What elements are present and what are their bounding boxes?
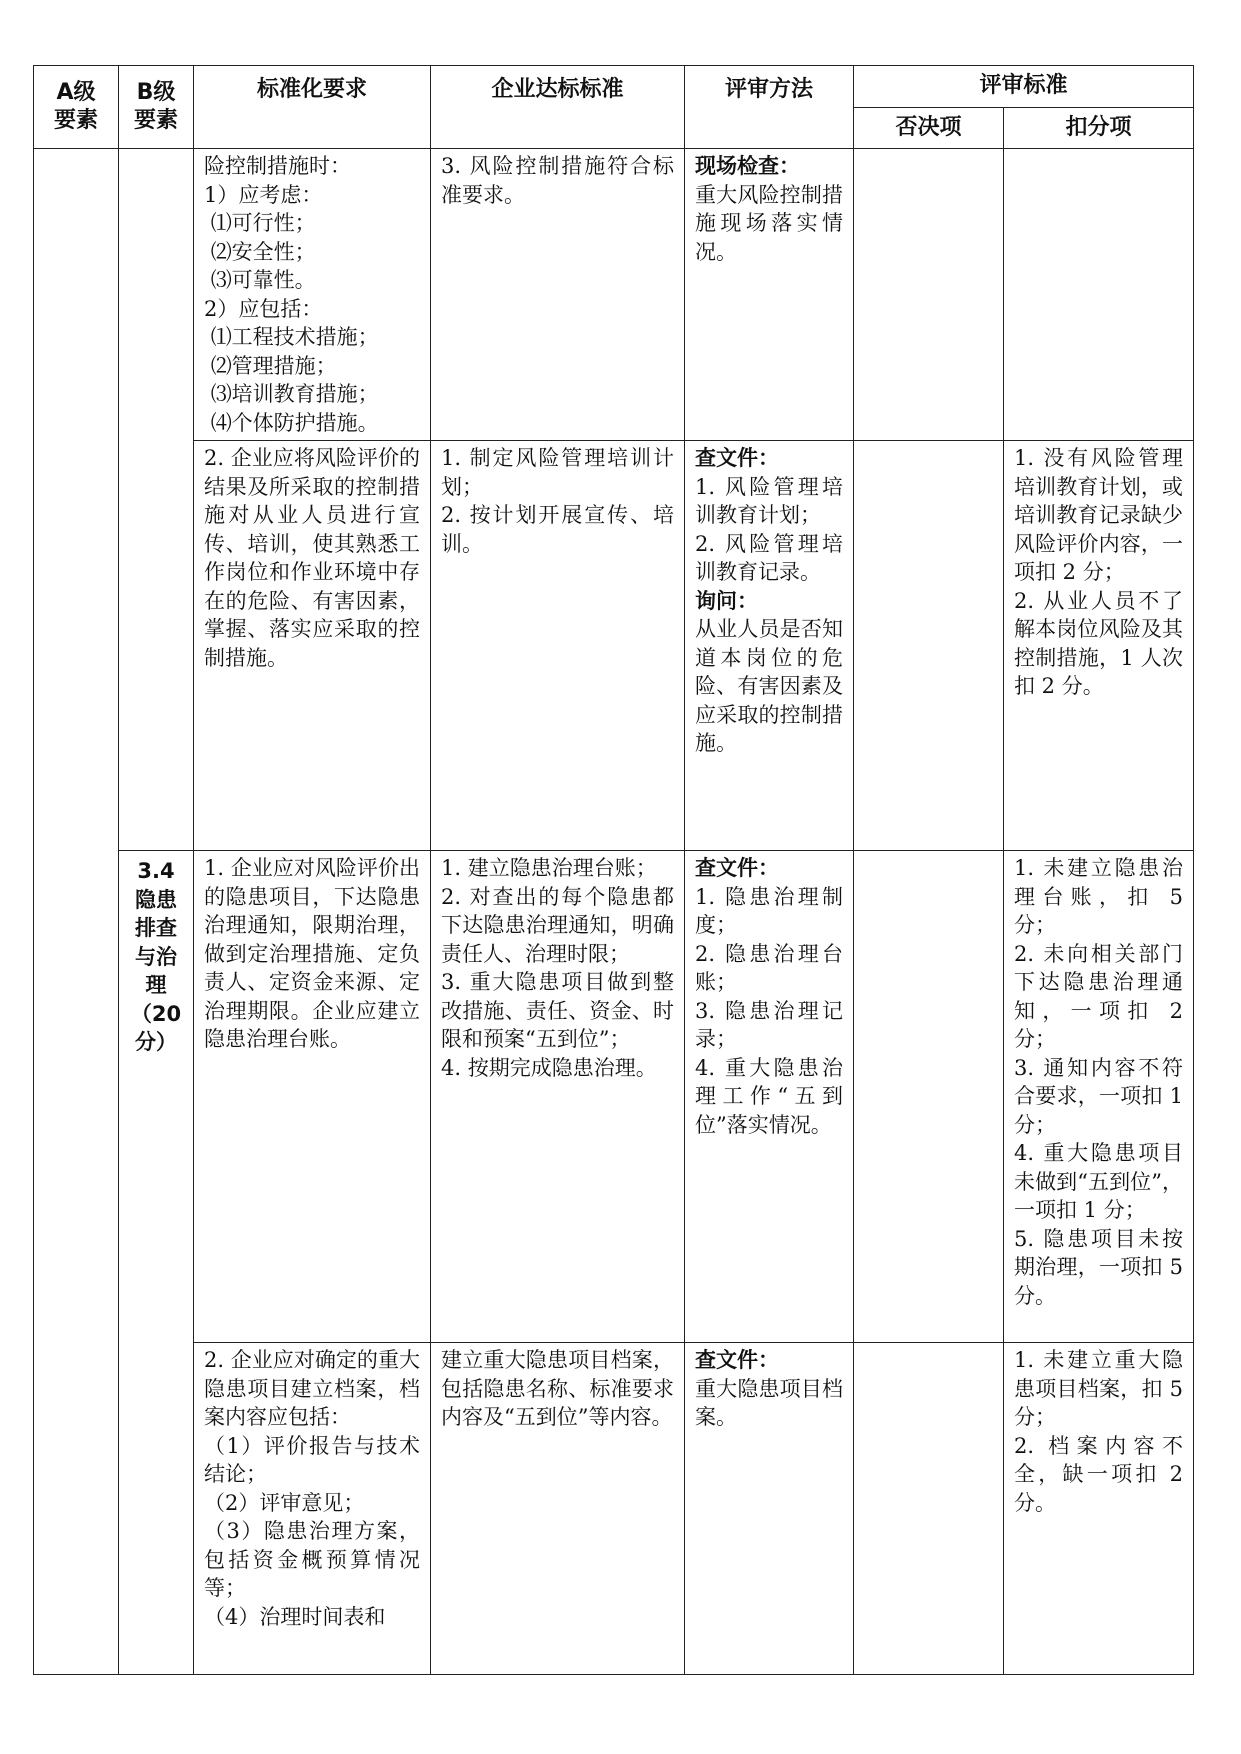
cell-line: 4. 重大隐患项目未做到“五到位”，一项扣 1 分；	[1014, 1141, 1184, 1222]
veto-cell	[854, 149, 1004, 441]
b-element-3-4: 3.4 隐患 排查 与治 理 （20 分）	[119, 851, 194, 1675]
cell-line: 2）应包括：	[204, 296, 323, 321]
cell-line: 1. 制定风险管理培训计划；	[441, 446, 674, 499]
deduct-cell	[1004, 851, 1194, 1343]
header-a-level: A级 要素	[34, 66, 119, 149]
cell-line: ⑷个体防护措施。	[204, 410, 379, 435]
cell-line: 1. 未建立隐患治理台账，扣 5 分；	[1014, 856, 1190, 937]
header-enterprise-standard: 企业达标标准	[431, 66, 685, 149]
cell-line: 2. 档案内容不全，缺一项扣 2 分。	[1014, 1433, 1190, 1515]
enterprise-standard-cell	[431, 851, 685, 1343]
standard-requirement-cell	[194, 149, 431, 441]
cell-line: 3. 风险控制措施符合标准要求。	[441, 154, 674, 207]
cell-line: 2. 按计划开展宣传、培训。	[441, 503, 674, 556]
method-line: 重大隐患项目档案。	[695, 1376, 843, 1429]
cell-line: 1. 企业应对风险评价出的隐患项目，下达隐患治理通知，限期治理，做到定治理措施、定负责人、定资金来源、定治理期限。企业应建立隐患治理台账。	[204, 856, 420, 1051]
deduct-cell	[1004, 1343, 1194, 1675]
method-line: 1. 隐患治理制度；	[695, 884, 843, 937]
table-row	[34, 149, 1194, 441]
cell-line: 2. 对查出的每个隐患都下达隐患治理通知，明确责任人、治理时限；	[441, 884, 674, 966]
cell-line: 险控制措施时：	[204, 154, 351, 178]
method-line: 3. 隐患治理记录；	[695, 998, 843, 1051]
cell-line: 5. 隐患项目未按期治理，一项扣 5 分。	[1014, 1226, 1190, 1308]
standard-requirement-cell	[194, 441, 431, 851]
cell-line: （2）评审意见；	[204, 1490, 365, 1515]
table-row	[34, 851, 1194, 1343]
cell-line: （4）治理时间表和	[204, 1604, 386, 1629]
review-method-cell	[685, 1343, 854, 1675]
table-row	[34, 441, 1194, 851]
header-b-level: B级 要素	[119, 66, 194, 149]
cell-line: 1. 没有风险管理培训教育计划，或培训教育记录缺少风险评价内容，一项扣 2 分；	[1014, 446, 1184, 584]
standard-requirement-cell	[194, 1343, 431, 1675]
cell-line: ⑴可行性；	[204, 211, 316, 235]
b-level-cell	[119, 149, 194, 851]
method-line: 2. 风险管理培训教育记录。	[695, 531, 843, 584]
header-veto: 否决项	[854, 107, 1004, 149]
deduct-cell	[1004, 441, 1194, 851]
review-method-cell	[685, 851, 854, 1343]
method-title: 现场检查：	[695, 154, 800, 178]
standards-table	[33, 65, 1194, 1675]
cell-line: （1）评价报告与技术结论；	[204, 1433, 420, 1486]
cell-line: 建立重大隐患项目档案，包括隐患名称、标准要求内容及“五到位”等内容。	[441, 1348, 674, 1429]
enterprise-standard-cell	[431, 441, 685, 851]
table-row	[34, 1343, 1194, 1675]
cell-line: 3. 重大隐患项目做到整改措施、责任、资金、时限和预案“五到位”；	[441, 970, 674, 1051]
method-line: 从业人员是否知道本岗位的危险、有害因素及应采取的控制措施。	[695, 617, 843, 755]
cell-line: ⑵管理措施；	[204, 353, 337, 378]
veto-cell	[854, 441, 1004, 851]
method-line: 4. 重大隐患治理工作“五到位”落实情况。	[695, 1055, 843, 1137]
header-deduct: 扣分项	[1004, 107, 1194, 149]
method-title: 查文件：	[695, 446, 779, 470]
cell-line: 2. 未向相关部门下达隐患治理通知，一项扣 2 分；	[1014, 941, 1190, 1051]
cell-line: 4. 按期完成隐患治理。	[441, 1055, 657, 1080]
enterprise-standard-cell	[431, 1343, 685, 1675]
veto-cell	[854, 1343, 1004, 1675]
review-method-cell	[685, 149, 854, 441]
cell-line: 1）应考虑：	[204, 182, 323, 207]
method-title-inquiry: 询问：	[695, 588, 758, 613]
cell-line: ⑴工程技术措施；	[204, 325, 379, 349]
header-standard-requirement: 标准化要求	[194, 66, 431, 149]
method-title: 查文件：	[695, 1348, 779, 1372]
header-review-criteria: 评审标准	[854, 66, 1194, 108]
method-line: 重大风险控制措施现场落实情况。	[695, 182, 843, 264]
cell-line: ⑶可靠性。	[204, 268, 316, 292]
method-title: 查文件：	[695, 856, 779, 880]
veto-cell	[854, 851, 1004, 1343]
deduct-cell	[1004, 149, 1194, 441]
a-level-cell	[34, 149, 119, 1675]
cell-line: 2. 企业应将风险评价的结果及所采取的控制措施对从业人员进行宣传、培训，使其熟悉工作岗位和作业环境中存在的危险、有害因素，掌握、落实应采取的控制措施。	[204, 446, 420, 670]
cell-line: （3）隐患治理方案，包括资金概预算情况等；	[204, 1519, 420, 1600]
cell-line: 1. 建立隐患治理台账；	[441, 856, 657, 880]
enterprise-standard-cell	[431, 149, 685, 441]
review-method-cell	[685, 441, 854, 851]
cell-line: ⑵安全性；	[204, 239, 316, 264]
header-review-method: 评审方法	[685, 66, 854, 149]
cell-line: 2. 从业人员不了解本岗位风险及其控制措施，1 人次扣 2 分。	[1014, 588, 1184, 698]
cell-line: ⑶培训教育措施；	[204, 382, 379, 406]
cell-line: 3. 通知内容不符合要求，一项扣 1 分；	[1014, 1055, 1190, 1137]
cell-line: 2. 企业应对确定的重大隐患项目建立档案，档案内容应包括：	[204, 1348, 420, 1429]
method-line: 1. 风险管理培训教育计划；	[695, 474, 843, 527]
standard-requirement-cell	[194, 851, 431, 1343]
method-line: 2. 隐患治理台账；	[695, 941, 843, 994]
cell-line: 1. 未建立重大隐患项目档案，扣 5 分；	[1014, 1348, 1190, 1429]
